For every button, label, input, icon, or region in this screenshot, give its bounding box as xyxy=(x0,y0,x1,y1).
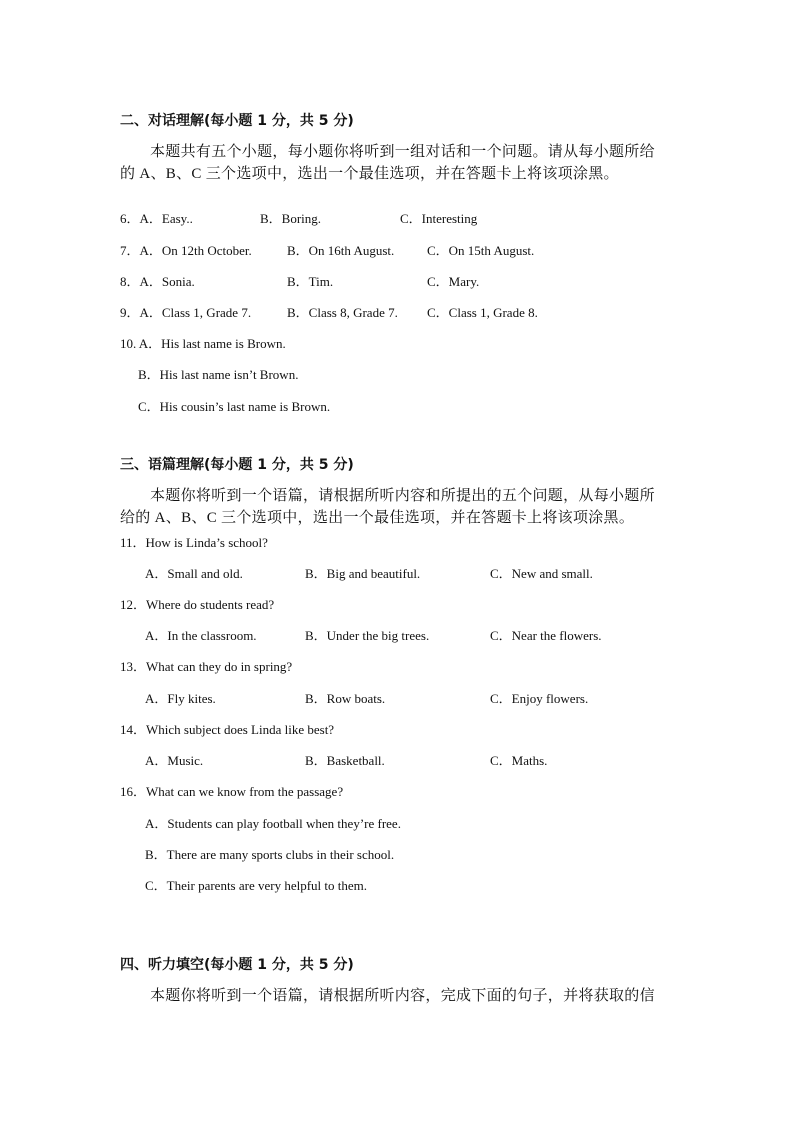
q7-option-b: B．On 16th August. xyxy=(287,243,395,258)
q10-option-a: 10. A．His last name is Brown. xyxy=(120,336,286,351)
section2-heading: 二、对话理解(每小题 1 分，共 5 分) xyxy=(120,113,354,129)
q12-option-b: B．Under the big trees. xyxy=(305,628,430,643)
section4-intro-line1: 本题你将听到一个语篇，请根据所听内容，完成下面的句子，并将获取的信 xyxy=(150,988,655,1004)
q14-option-b: B．Basketball. xyxy=(305,753,385,768)
q14-question: 14．Which subject does Linda like best? xyxy=(120,722,335,737)
q6-option-b: B．Boring. xyxy=(260,211,322,226)
section3-intro-line1: 本题你将听到一个语篇，请根据所听内容和所提出的五个问题，从每小题所 xyxy=(150,488,655,504)
q8-option-c: C．Mary. xyxy=(427,274,480,289)
q16-question: 16．What can we know from the passage? xyxy=(120,784,344,799)
q8-option-b: B．Tim. xyxy=(287,274,334,289)
section2-intro-line2: 的 A、B、C 三个选项中，选出一个最佳选项，并在答题卡上将该项涂黑。 xyxy=(120,166,619,182)
section2-intro-line1: 本题共有五个小题，每小题你将听到一组对话和一个问题。请从每小题所给 xyxy=(150,144,655,160)
q7-option-c: C．On 15th August. xyxy=(427,243,535,258)
q9-option-a: 9．A．Class 1, Grade 7. xyxy=(120,305,252,320)
q13-option-b: B．Row boats. xyxy=(305,691,386,706)
section3-heading: 三、语篇理解(每小题 1 分，共 5 分) xyxy=(120,457,354,473)
q12-option-c: C．Near the flowers. xyxy=(490,628,602,643)
q14-option-c: C．Maths. xyxy=(490,753,548,768)
q6-option-a: 6．A．Easy.. xyxy=(120,211,193,226)
q9-option-c: C．Class 1, Grade 8. xyxy=(427,305,538,320)
q11-option-c: C．New and small. xyxy=(490,566,593,581)
q11-option-a: A．Small and old. xyxy=(145,566,243,581)
q12-option-a: A．In the classroom. xyxy=(145,628,257,643)
q10-option-c: C．His cousin’s last name is Brown. xyxy=(138,399,331,414)
q11-question: 11．How is Linda’s school? xyxy=(120,535,268,550)
q6-option-c: C．Interesting xyxy=(400,211,478,226)
q13-question: 13．What can they do in spring? xyxy=(120,659,293,674)
q12-question: 12．Where do students read? xyxy=(120,597,275,612)
q8-option-a: 8．A．Sonia. xyxy=(120,274,195,289)
q13-option-a: A．Fly kites. xyxy=(145,691,216,706)
q13-option-c: C．Enjoy flowers. xyxy=(490,691,589,706)
q16-option-a: A．Students can play football when they’re free. xyxy=(145,816,401,831)
section4-heading: 四、听力填空(每小题 1 分，共 5 分) xyxy=(120,957,354,973)
q10-option-b: B．His last name isn’t Brown. xyxy=(138,367,299,382)
q14-option-a: A．Music. xyxy=(145,753,204,768)
q16-option-b: B．There are many sports clubs in their school. xyxy=(145,847,395,862)
q7-option-a: 7．A．On 12th October. xyxy=(120,243,252,258)
q16-option-c: C．Their parents are very helpful to them. xyxy=(145,878,368,893)
section3-intro-line2: 给的 A、B、C 三个选项中，选出一个最佳选项，并在答题卡上将该项涂黑。 xyxy=(120,510,635,526)
q11-option-b: B．Big and beautiful. xyxy=(305,566,421,581)
q9-option-b: B．Class 8, Grade 7. xyxy=(287,305,398,320)
